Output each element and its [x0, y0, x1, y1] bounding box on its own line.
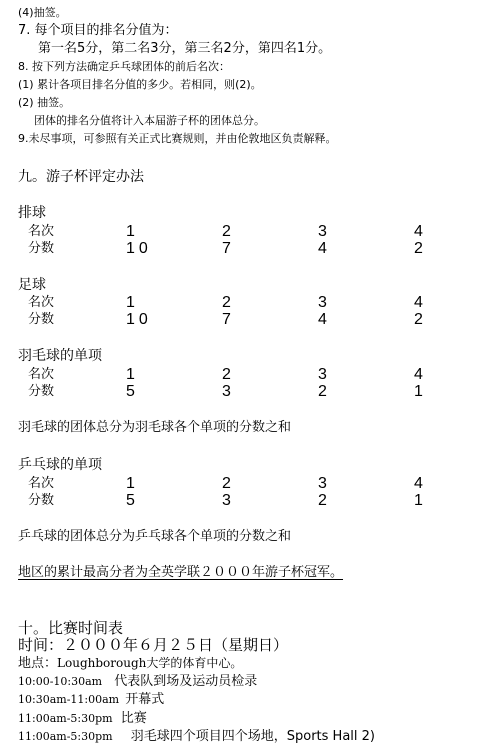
football-rank-1: 1	[126, 294, 139, 311]
pingpong-team-note: 乒乓球的团体总分为乒乓球各个单项的分数之和	[18, 529, 292, 544]
badminton-title: 羽毛球的单项	[18, 348, 102, 364]
badminton-score-2: 3	[222, 383, 235, 400]
football-rank-4: 4	[414, 294, 427, 311]
date-label: 时间：	[18, 636, 64, 654]
volleyball-rank-4: 4	[414, 223, 427, 240]
schedule-date	[18, 638, 288, 652]
rule-8-2: (2) 抽签。	[18, 96, 71, 109]
football-score-2: 7	[222, 311, 235, 328]
pingpong-rank-label: 名次	[28, 476, 55, 491]
football-rank-label: 名次	[28, 295, 55, 310]
badminton-team-note: 羽毛球的团体总分为羽毛球各个单项的分数之和	[18, 420, 292, 435]
rule-4-draw: (4)抽签。	[18, 6, 67, 19]
volleyball-rank-2: 2	[222, 223, 235, 240]
badminton-score-1: 5	[126, 383, 139, 400]
schedule-venue	[18, 656, 242, 671]
pingpong-score-3: 2	[318, 492, 331, 509]
pingpong-rank-1: 1	[126, 475, 139, 492]
badminton-rank-1: 1	[126, 366, 139, 383]
section-10-title: 十。比赛时间表	[18, 619, 124, 637]
badminton-score-4: 1	[414, 383, 427, 400]
volleyball-title: 排球	[18, 205, 46, 221]
rule-7-detail: 第一名5分，第二名3分，第三名2分，第四名1分。	[38, 41, 332, 56]
schedule-item	[18, 693, 164, 707]
pingpong-rank-4: 4	[414, 475, 427, 492]
rule-8-1: (1) 累计各项目排名分值的多少。若相同，则(2)。	[18, 78, 262, 91]
volleyball-score-label: 分数	[28, 241, 55, 256]
volleyball-score-4: 2	[414, 240, 427, 257]
venue-label: 地点：	[18, 656, 58, 671]
schedule-event: 代表队到场及运动员检录	[114, 674, 258, 689]
schedule-event: 比赛	[120, 711, 147, 726]
schedule-item	[18, 675, 257, 689]
football-rank-2: 2	[222, 294, 235, 311]
rule-8: 8. 按下列方法确定乒乓球团体的前后名次：	[18, 60, 230, 73]
volleyball-rank-3: 3	[318, 223, 331, 240]
badminton-rank-3: 3	[318, 366, 331, 383]
schedule-time: 11:00am-5:30pm	[18, 730, 113, 743]
pingpong-rank-2: 2	[222, 475, 235, 492]
venue-value: Loughborough大学的体育中心。	[57, 656, 243, 670]
badminton-score-3: 2	[318, 383, 331, 400]
pingpong-score-2: 3	[222, 492, 235, 509]
schedule-event: 开幕式	[125, 692, 165, 707]
badminton-rank-4: 4	[414, 366, 427, 383]
football-score-label: 分数	[28, 312, 55, 327]
rule-8-note: 团体的排名分值将计入本届游子杯的团体总分。	[34, 114, 265, 127]
volleyball-rank-label: 名次	[28, 224, 55, 239]
rule-9: 9.未尽事项，可参照有关正式比赛规则，并由伦敦地区负责解释。	[18, 132, 337, 145]
football-score-3: 4	[318, 311, 331, 328]
volleyball-score-3: 4	[318, 240, 331, 257]
badminton-rank-label: 名次	[28, 367, 55, 382]
schedule-item	[18, 712, 147, 726]
football-rank-3: 3	[318, 294, 331, 311]
date-value: ２０００年６月２５日（星期日）	[63, 636, 289, 654]
badminton-rank-2: 2	[222, 366, 235, 383]
football-score-1: 10	[126, 311, 152, 328]
volleyball-score-1: 10	[126, 240, 152, 257]
rule-7: 7. 每个项目的排名分值为：	[18, 23, 178, 38]
cup-winner-statement: 地区的累计最高分者为全英学联２０００年游子杯冠军。	[18, 565, 344, 580]
pingpong-score-4: 1	[414, 492, 427, 509]
pingpong-title: 乒乓球的单项	[18, 457, 102, 473]
pingpong-score-1: 5	[126, 492, 139, 509]
football-title: 足球	[18, 277, 46, 293]
pingpong-score-label: 分数	[28, 493, 55, 508]
pingpong-rank-3: 3	[318, 475, 331, 492]
schedule-item	[18, 730, 375, 744]
badminton-score-label: 分数	[28, 384, 55, 399]
section-9-title: 九。游子杯评定办法	[18, 169, 144, 185]
schedule-time: 10:30am-11:00am	[18, 693, 120, 706]
volleyball-rank-1: 1	[126, 223, 139, 240]
schedule-time: 10:00-10:30am	[18, 675, 103, 688]
schedule-event: 羽毛球四个项目四个场地，Sports Hall 2)	[130, 729, 375, 744]
schedule-time: 11:00am-5:30pm	[18, 712, 113, 725]
football-score-4: 2	[414, 311, 427, 328]
volleyball-score-2: 7	[222, 240, 235, 257]
